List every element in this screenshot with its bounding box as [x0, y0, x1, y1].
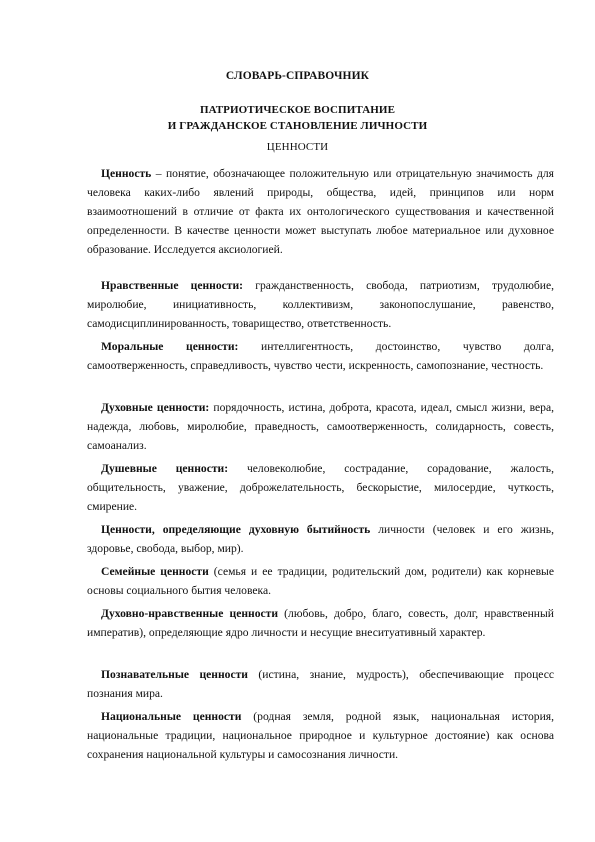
- definition-text: (семья и ее традиции, родительский дом, родители) как корневые основы социального бытия человека.: [87, 565, 554, 597]
- term: Познавательные ценности: [101, 668, 248, 681]
- term: Семейные ценности: [101, 565, 209, 578]
- paragraph-spiritual-moral-values: [87, 604, 554, 642]
- definition-text: – понятие, обозначающее положительную или отрицательную значимость для человека каких-либо явлений природы, общества, идей, принципов или норм взаимоотношений в отличие от факта их онтологического существования и качественной определенности. В качестве ценности может выступать любое материальное или духовное образование. Исследуется аксиологией.: [87, 167, 554, 256]
- paragraph-being-values: [87, 520, 554, 558]
- definition-text: (истина, знание, мудрость), обеспечивающие процесс познания мира.: [87, 668, 555, 700]
- definition-text: личности (человек и его жизнь, здоровье, свобода, выбор, мир).: [87, 523, 554, 555]
- definition-text: интеллигентность, достоинство, чувство долга, самоотверженность, справедливость, чувство чести, искренность, самопознание, честность.: [87, 340, 554, 372]
- paragraph-cognitive-values: [87, 665, 554, 703]
- definition-text: (родная земля, родной язык, национальная история, национальные традиции, национальное природное и культурное достояние) как основа сохранения национальной культуры и самосознания личности.: [87, 710, 555, 761]
- section-heading: ЦЕННОСТИ: [266, 141, 329, 153]
- definition-text: человеколюбие, сострадание, сорадование, жалость, общительность, уважение, доброжелательность, бескорыстие, милосердие, чуткость, смирение.: [87, 462, 554, 513]
- term: Национальные ценности: [101, 710, 242, 723]
- page-title: СЛОВАРЬ-СПРАВОЧНИК: [225, 70, 370, 82]
- definition-text: (любовь, добро, благо, совесть, долг, нравственный императив), определяющие ядро личности и несущие внеситуативный характер.: [87, 607, 554, 639]
- paragraph-soul-values: [87, 459, 554, 516]
- subtitle-line-1: ПАТРИОТИЧЕСКОЕ ВОСПИТАНИЕ: [199, 104, 396, 116]
- term: Духовные ценности:: [101, 401, 210, 414]
- term: Моральные ценности:: [101, 340, 239, 353]
- term: Ценности, определяющие духовную бытийность: [101, 523, 371, 536]
- paragraph-moral-values: [87, 276, 554, 333]
- term: Ценность: [101, 167, 152, 180]
- definition-text: порядочность, истина, доброта, красота, идеал, смысл жизни, вера, надежда, любовь, миролюбие, праведность, самоотверженность, солидарность, совесть, самоанализ.: [87, 401, 555, 452]
- term: Духовно-нравственные ценности: [101, 607, 279, 620]
- paragraph-family-values: [87, 562, 554, 600]
- paragraph-national-values: [87, 707, 554, 764]
- subtitle-line-2: И ГРАЖДАНСКОЕ СТАНОВЛЕНИЕ ЛИЧНОСТИ: [167, 120, 428, 132]
- term: Нравственные ценности:: [101, 279, 244, 292]
- definition-text: гражданственность, свобода, патриотизм, трудолюбие, миролюбие, инициативность, коллективизм, законопослушание, равенство, самодисциплинированность, товарищество, ответственность.: [87, 279, 555, 330]
- term: Душевные ценности:: [101, 462, 229, 475]
- paragraph-ethical-values: [87, 337, 554, 375]
- paragraph-spiritual-values: [87, 398, 554, 455]
- paragraph-value-definition: [87, 164, 554, 259]
